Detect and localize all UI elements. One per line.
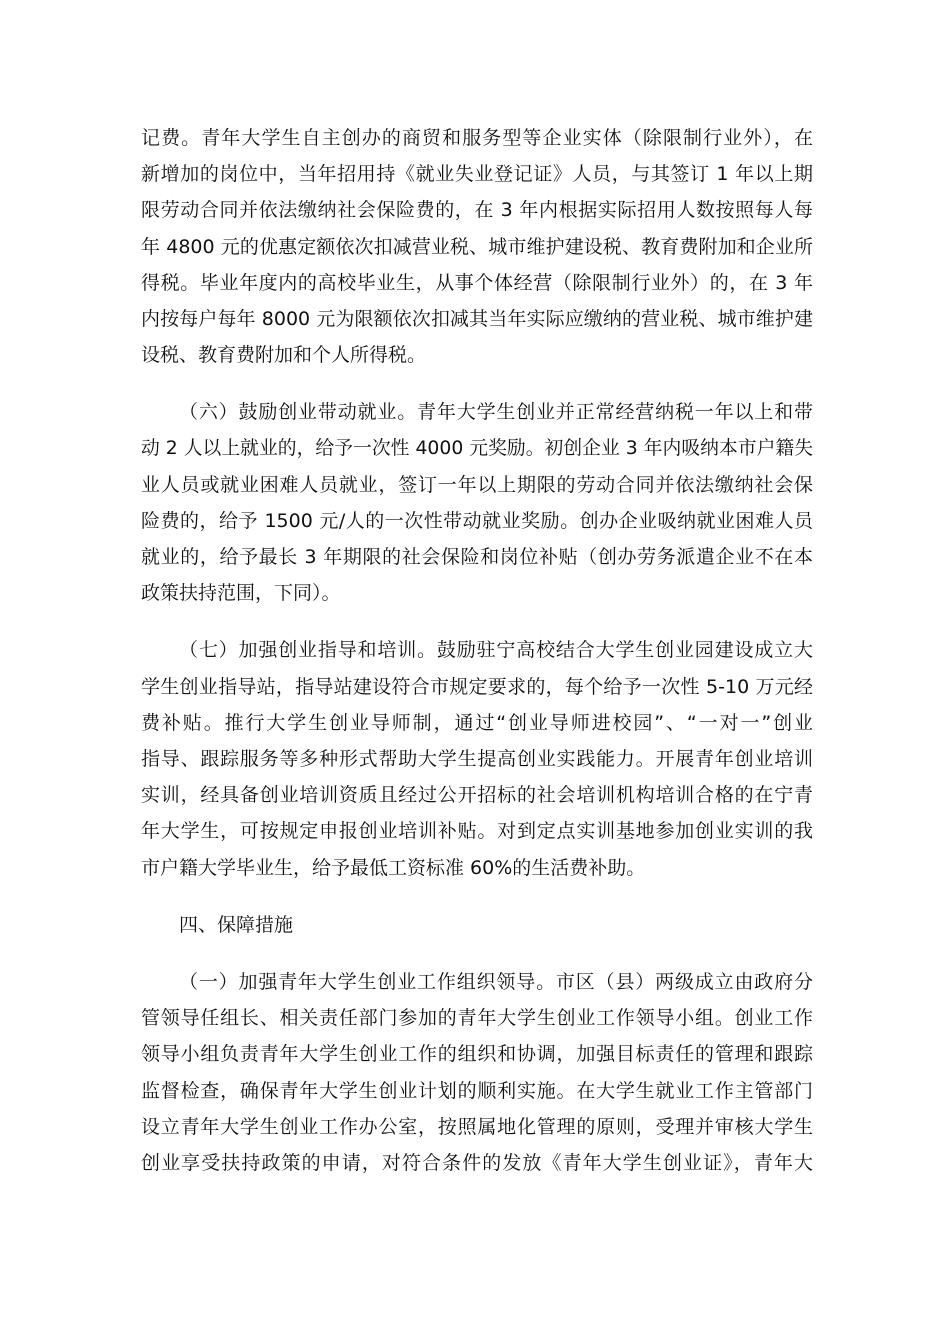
text-line: 管领导任组长、相关责任部门参加的青年大学生创业工作领导小组。创业工作	[141, 1007, 813, 1030]
text-line: 实训，经具备创业培训资质且经过公开招标的社会培训机构培训合格的在宁青	[141, 784, 813, 807]
paragraph-tax-deduction	[141, 120, 813, 373]
text-line: 动 2 人以上就业的，给予一次性 4000 元奖励。初创企业 3 年内吸纳本市户籍失	[141, 437, 813, 459]
text-line: 内按每户每年 8000 元为限额依次扣减其当年实际应缴纳的营业税、城市维护建	[141, 307, 813, 330]
text-line: （一）加强青年大学生创业工作组织领导。市区（县）两级成立由政府分	[179, 970, 813, 993]
section-heading-text: 四、保障措施	[179, 913, 294, 936]
text-line: 得税。毕业年度内的高校毕业生，从事个体经营（除限制行业外）的，在 3 年	[141, 271, 813, 294]
text-line: 监督检查，确保青年大学生创业计划的顺利实施。在大学生就业工作主管部门	[141, 1079, 813, 1102]
text-line: 设税、教育费附加和个人所得税。	[141, 344, 427, 367]
text-line: 就业的，给予最长 3 年期限的社会保险和岗位补贴（创办劳务派遣企业不在本	[141, 546, 813, 569]
paragraph-section-7	[141, 632, 813, 885]
text-line: 记费。青年大学生自主创办的商贸和服务型等企业实体（除限制行业外），在	[141, 127, 813, 149]
text-line: 新增加的岗位中，当年招用持《就业失业登记证》人员，与其签订 1 年以上期	[141, 163, 813, 186]
section-heading	[141, 907, 813, 943]
text-line: 市户籍大学毕业生，给予最低工资标准 60%的生活费补助。	[141, 856, 646, 879]
document-body	[141, 120, 813, 1202]
text-line: （六）鼓励创业带动就业。青年大学生创业并正常经营纳税一年以上和带	[179, 401, 813, 424]
text-line: 年 4800 元的优惠定额依次扣减营业税、城市维护建设税、教育费附加和企业所	[141, 235, 813, 258]
text-line: 政策扶持范围，下同）。	[141, 582, 341, 605]
paragraph-section-6	[141, 394, 813, 611]
text-line: 费补贴。推行大学生创业导师制，通过“创业导师进校园”、“一对一”创业	[141, 711, 813, 734]
text-line: 指导、跟踪服务等多种形式帮助大学生提高创业实践能力。开展青年创业培训	[141, 748, 813, 770]
text-line: 业人员或就业困难人员就业，签订一年以上期限的劳动合同并依法缴纳社会保	[141, 473, 813, 496]
text-line: 学生创业指导站，指导站建设符合市规定要求的，每个给予一次性 5-10 万元经	[141, 675, 813, 698]
text-line: 限劳动合同并依法缴纳社会保险费的，在 3 年内根据实际招用人数按照每人每	[141, 199, 813, 222]
text-line: 险费的，给予 1500 元/人的一次性带动就业奖励。创办企业吸纳就业困难人员	[141, 509, 813, 532]
text-line: 创业享受扶持政策的申请，对符合条件的发放《青年大学生创业证》，青年大	[141, 1151, 813, 1174]
text-line: 领导小组负责青年大学生创业工作的组织和协调，加强目标责任的管理和跟踪	[141, 1043, 813, 1066]
paragraph-section-4-1	[141, 964, 813, 1181]
text-line: 设立青年大学生创业工作办公室，按照属地化管理的原则，受理并审核大学生	[141, 1115, 813, 1138]
text-line: 年大学生，可按规定申报创业培训补贴。对到定点实训基地参加创业实训的我	[141, 820, 813, 843]
text-line: （七）加强创业指导和培训。鼓励驻宁高校结合大学生创业园建设成立大	[179, 639, 813, 662]
